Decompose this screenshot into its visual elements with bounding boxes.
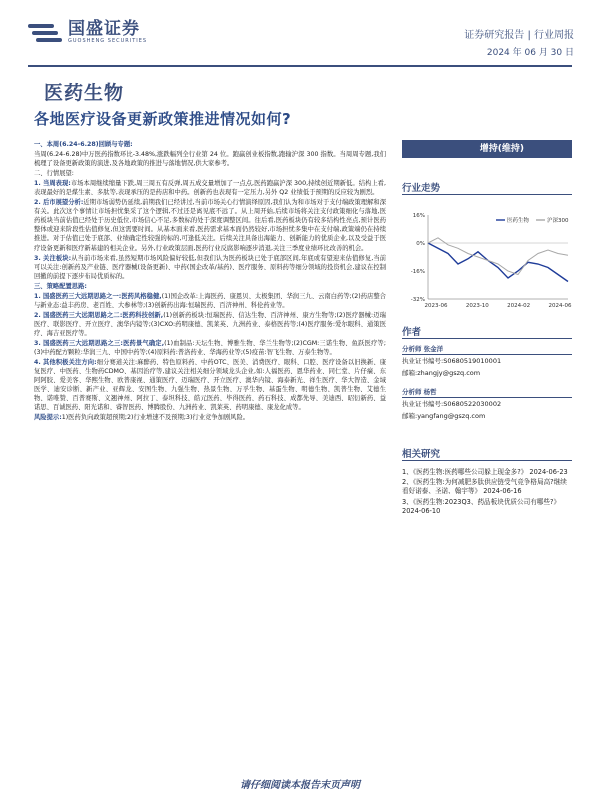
analyst-email-link[interactable]: yangfang@gszq.com — [417, 412, 486, 420]
legend-label: 医药生物 — [507, 218, 530, 224]
related-divider — [402, 460, 572, 461]
paragraph-text: 二、行情展望: — [34, 170, 74, 178]
paragraph-heading: 风险提示: — [34, 414, 62, 422]
paragraph-text: 细分赛道关注:麻醉药、特色原料药、中药OTC、医美、消费医疗、眼科、口腔、医疗设备以旧换新、康复医疗、中医药、生物药CDMO、基因治疗等,建议关注相关细分领域龙头企业,如:人福医药、恩华药业、同仁堂、片仔癀、东阿阿胶、爱美客、华熙生物、欧普康视、通策医疗、迈瑞医疗、开立医疗、澳华内镜、海泰新光、祥生医疗、华大智造、金域医学、迪安诊断、新产业、亚辉龙、安图生物、九强生物、热景生物、万孚生物、基蛋生物、明德生物、凯普生物、艾德生物、诺唯赞、百普赛斯、义翘神州、阿拉丁、泰坦科技、皓元医药、毕得医药、药石科技、成都先导、美迪西、昭衍新药、益诺思、百诚医药、阳光诺和、睿智医药、博腾股份、九洲药业、凯莱英、药明康德、康龙化成等。 — [34, 359, 387, 412]
related-item[interactable]: 3、《医药生物:2023Q3、药品板块优质公司有哪些?》 2024-06-10 — [402, 497, 561, 515]
analyst-email-link[interactable]: zhangjy@gszq.com — [417, 369, 481, 377]
related-research-list — [402, 468, 572, 517]
body-paragraph — [34, 292, 386, 310]
related-item[interactable]: 1、《医药生物:医药哪些公司躲上现金多?》 2024-06-23 — [402, 468, 568, 476]
analyst-name-line — [402, 386, 572, 398]
cert-number: S0680519010001 — [443, 357, 502, 365]
paragraph-text: (1)血制品:天坛生物、博雅生物、华兰生物等;(2)CGM:三诺生物、鱼跃医疗等;(3)中药配方颗粒:华润三九、中国中药等;(4)原料药:普洛药业、华海药业等;(5)疫苗:智飞生物、万泰生物等。 — [34, 339, 386, 357]
paragraph-heading: 2. 国盛医药三大远期思路之二:医药科技创新, — [34, 311, 164, 319]
x-tick-label: 2023-06 — [424, 303, 448, 309]
series-line-csi300 — [428, 238, 568, 275]
legend-label: 沪深300 — [547, 218, 569, 224]
analyst-card — [402, 386, 572, 422]
analyst-email-line — [402, 367, 572, 379]
cert-number: S0680522030002 — [443, 400, 502, 408]
paragraph-text: 市场本周继续缩量下跌,周三周五有反弹,周五成交量增加了一点点,医药跑赢沪深 300,持续创近期新低。结构上看,表现最好的是煤生素、多肽等,表现承压的是药店和中药。创新药也表现有一定压力,另外 Q2 业绩低于预期的反应较为剧烈。 — [34, 180, 387, 197]
body-paragraph — [34, 413, 386, 422]
paragraph-heading: 3. 关注板块: — [34, 254, 72, 262]
x-tick-label: 2024-02 — [507, 303, 531, 309]
y-tick-label: 0% — [416, 241, 425, 247]
analyst-name: 张金洋 — [423, 345, 444, 353]
x-tick-label: 2024-06 — [548, 303, 572, 309]
body-paragraph — [34, 358, 386, 412]
body-paragraph — [34, 311, 386, 338]
trend-section-title: 行业走势 — [402, 183, 441, 194]
report-type: 证券研究报告 | 行业周报 — [464, 30, 574, 41]
related-item[interactable]: 2、《医药生物:为何减肥多肽供应链受气竞争格局高?继续看好诺泰、圣诺、翰宇等》 2024-06-16 — [402, 478, 567, 496]
paragraph-text: 1)医药负向政策超预期;2)行业增速不及预期;3)行业竞争加剧风险。 — [61, 414, 250, 422]
body-paragraph — [34, 169, 386, 178]
report-body — [34, 140, 386, 423]
report-date: 2024 年 06 月 30 日 — [486, 48, 574, 58]
analyst-role: 分析师 — [402, 388, 422, 396]
paragraph-heading: 3. 国盛医药三大远期思路之三:医药景气确定, — [34, 339, 165, 347]
header-divider — [28, 65, 572, 67]
email-label: 邮箱: — [402, 412, 418, 420]
sector-name: 医药生物 — [44, 82, 125, 104]
page-header — [0, 0, 600, 68]
disclaimer-footer: 请仔细阅读本报告末页声明 — [240, 780, 360, 791]
body-paragraph — [34, 282, 386, 291]
x-tick-label: 2023-10 — [465, 303, 489, 309]
paragraph-heading: 4. 其他积极关注方向: — [34, 359, 97, 367]
paragraph-heading: 2. 后市展望分析: — [34, 199, 84, 207]
paragraph-text: (1)创新药板块:恒瑞医药、信达生物、百济神州、康方生物等;(2)医疗器械:迈瑞医疗、联影医疗、开立医疗、澳华内镜等;(3)CXO:药明康德、凯莱英、九洲药业、泰格医药等;(4)医疗服务:爱尔眼科、通策医疗、海吉亚医疗等。 — [34, 311, 386, 337]
logo-name: 国盛证券 — [68, 19, 140, 39]
analysts-section-title: 作者 — [402, 327, 422, 338]
paragraph-text: 从当前市场来看,虽然短期市场风险偏好较低,但我们认为医药板块已处于底部区间,年底或有望迎来估值修复,当前可以关注:创新药及产业链、医疗器械(设备更新)、中药(国企改革/基药)、医疗服务、原料药等细分领域的投资机会,建议在控制回撤的前提下逐步布局优质标的。 — [34, 254, 386, 280]
analyst-cert-line — [402, 398, 572, 410]
analyst-name: 杨哲 — [423, 388, 437, 396]
related-section-title: 相关研究 — [402, 449, 441, 460]
logo-mark-icon — [28, 22, 62, 44]
analysts-divider — [402, 338, 572, 339]
analyst-card — [402, 343, 572, 379]
trend-divider — [402, 194, 572, 195]
paragraph-text: 当周(6.24-6.28)中万医药指数环比-3.48%,涨跌幅列全行业第 24 位。跑赢创业板指数,跑输沪深 300 指数。当周周专题,我们梳理了设备更新政策的演进,及各地政策的推进与落地情况,供大家参考。 — [34, 151, 386, 168]
body-paragraph — [34, 179, 386, 197]
report-title: 各地医疗设备更新政策推进情况如何? — [34, 110, 292, 128]
rating-badge: 增持(维持) — [402, 140, 572, 158]
analyst-role: 分析师 — [402, 345, 422, 353]
body-paragraph — [34, 198, 386, 252]
series-line-pharma — [428, 243, 568, 282]
body-paragraph — [34, 140, 386, 149]
brand-logo — [28, 20, 147, 45]
industry-trend-chart — [402, 205, 574, 313]
y-tick-label: -16% — [410, 269, 425, 275]
cert-label: 执业证书编号: — [402, 400, 444, 408]
paragraph-heading: 1. 国盛医药三大远期思路之一:医药风格稳健, — [34, 292, 162, 300]
email-label: 邮箱: — [402, 369, 418, 377]
body-paragraph — [34, 339, 386, 357]
paragraph-heading: 一、本周(6.24-6.28)回顾与专题: — [34, 141, 133, 148]
cert-label: 执业证书编号: — [402, 357, 444, 365]
analyst-email-line — [402, 410, 572, 422]
analyst-cert-line — [402, 355, 572, 367]
paragraph-text: (1)国企改革:上海医药、康恩贝、太极集团、华润三九、云南白药等;(2)药店整合与新业态:益丰药房、老百姓、大参林等;(3)创新药出海:恒瑞医药、百济神州、科伦药业等。 — [34, 292, 386, 309]
analyst-name-line — [402, 343, 572, 355]
y-tick-label: -32% — [410, 297, 425, 303]
paragraph-heading: 三、策略配置思路: — [34, 282, 87, 290]
y-tick-label: 16% — [412, 213, 425, 219]
body-paragraph — [34, 254, 386, 281]
logo-subname: GUOSHENG SECURITIES — [68, 38, 148, 44]
paragraph-text: 近期市场弱势仍延续,前期我们已经讲过,当前市场关心行情演绎原因,我们认为和市场对于支付端政策理解和深有关。此次这个事情让市场担忧集采了这个逻辑,不过还是离见底不远了。从上周开始,后续市场将关注支付政策细化与落地,医药板块当前估值已经处于历史低位,市场信心不足,多数标的处于深度调整区间。往后看,医药板块仍有较多结构性亮点,预计医药整体或迎来阶段性估值修复,但这需要时间。从基本面来看,医药需求基本面仍然较好,市场担忧多集中在支付端,政策端仍在持续推进。对于估值已处于底部、业绩确定性较强的标的,可逢低关注。后续关注具备出海能力、创新能力的优质企业,以及受益于医疗设备更新和医疗新基建的相关企业。另外,行业政策层面,医药行业反腐影响逐步消退,关注三季度业绩环比改善的机会。 — [34, 199, 386, 252]
paragraph-heading: 1. 当周表现: — [34, 180, 71, 188]
body-paragraph — [34, 150, 386, 168]
